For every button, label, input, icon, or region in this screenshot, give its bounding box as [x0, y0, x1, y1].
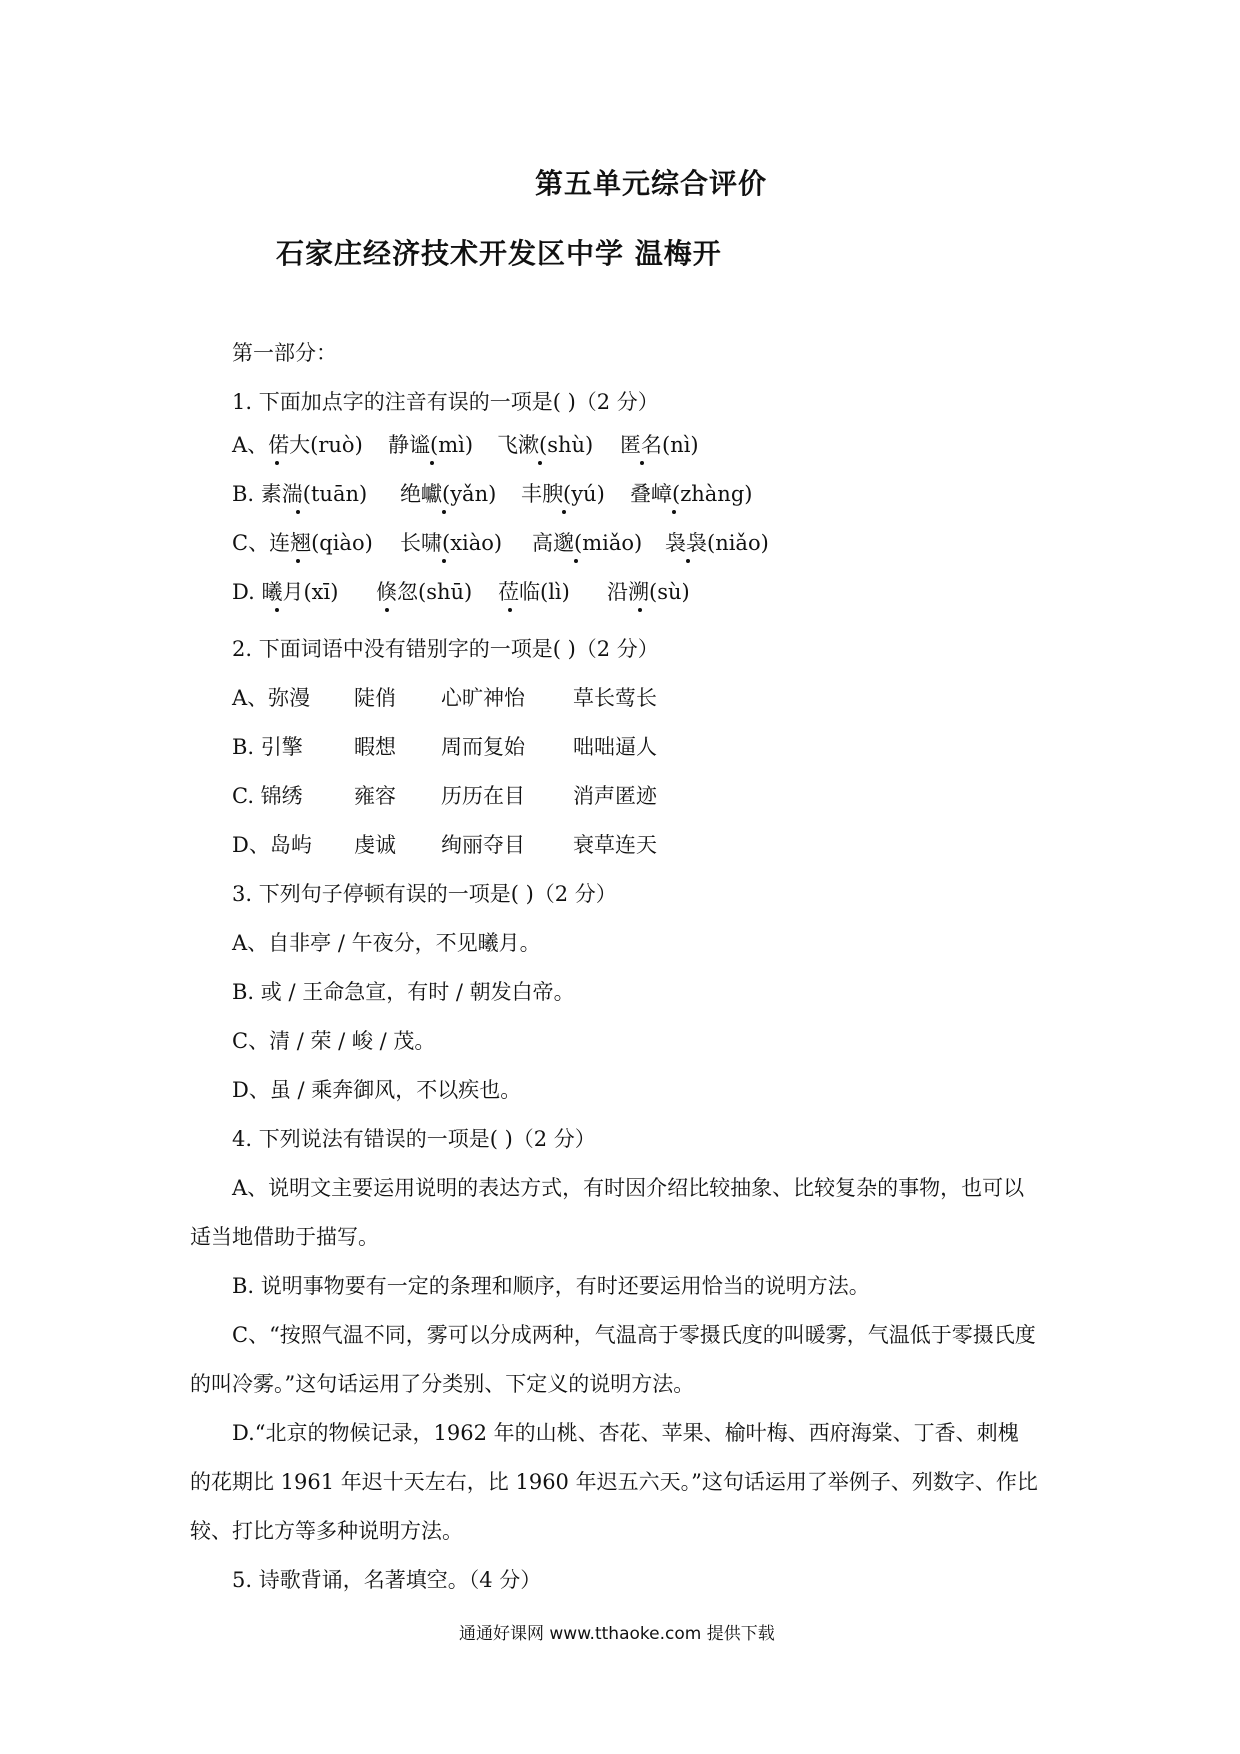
page-title: 第五单元综合评价 — [535, 167, 768, 200]
q3-option-c: C、清 / 荣 / 峻 / 茂。 — [232, 1029, 436, 1053]
q2-stem: 2. 下面词语中没有错别字的一项是( )（2 分） — [232, 637, 659, 661]
q1-option-b-4: 叠嶂(zhàng) — [630, 482, 753, 506]
q1-option-c-3: 高邈(miǎo) — [532, 531, 643, 555]
emphasis-dot — [430, 461, 434, 465]
q2-option-c-3: 历历在目 — [441, 784, 525, 808]
q2-option-b-1: B. 引擎 — [232, 735, 303, 759]
q1-option-d-3: 莅临(lì) — [498, 580, 570, 604]
q1-option-a-1: A、偌大(ruò) — [232, 433, 363, 457]
q1-option-d-4: 沿溯(sù) — [607, 580, 690, 604]
emphasis-dot — [385, 608, 389, 612]
emphasis-dot — [574, 559, 578, 563]
q2-option-b-2: 暇想 — [354, 735, 396, 759]
q4-option-b: B. 说明事物要有一定的条理和顺序，有时还要运用恰当的说明方法。 — [232, 1274, 870, 1298]
q2-option-a-4: 草长莺长 — [573, 686, 657, 710]
q2-option-d-3: 绚丽夺目 — [441, 833, 525, 857]
emphasis-dot — [275, 608, 279, 612]
q1-option-c-1: C、连翘(qiào) — [232, 531, 373, 555]
emphasis-dot — [686, 559, 690, 563]
q1-option-a-4: 匿名(nì) — [620, 433, 699, 457]
q5-stem: 5. 诗歌背诵，名著填空。（4 分） — [232, 1568, 542, 1592]
q2-option-d-1: D、岛屿 — [232, 833, 312, 857]
q4-stem: 4. 下列说法有错误的一项是( )（2 分） — [232, 1127, 596, 1151]
q3-option-a: A、自非亭 / 午夜分，不见曦月。 — [232, 931, 541, 955]
q2-option-c-1: C. 锦绣 — [232, 784, 303, 808]
emphasis-dot — [296, 510, 300, 514]
q4-option-c-line1: C、“按照气温不同，雾可以分成两种，气温高于零摄氏度的叫暖雾，气温低于零摄氏度 — [232, 1323, 1036, 1347]
q2-option-a-2: 陡俏 — [354, 686, 396, 710]
q1-stem: 1. 下面加点字的注音有误的一项是( )（2 分） — [232, 390, 659, 414]
q1-option-b-3: 丰腴(yú) — [521, 482, 605, 506]
q4-option-d-line2: 的花期比 1961 年迟十天左右，比 1960 年迟五六天。”这句话运用了举例子、列数字、作比 — [190, 1470, 1038, 1494]
q4-option-c-line2: 的叫冷雾。”这句话运用了分类别、下定义的说明方法。 — [190, 1372, 695, 1396]
q4-option-d-line1: D.“北京的物候记录，1962 年的山桃、杏花、苹果、榆叶梅、西府海棠、丁香、刺槐 — [232, 1421, 1019, 1445]
emphasis-dot — [672, 510, 676, 514]
emphasis-dot — [562, 510, 566, 514]
page-subtitle: 石家庄经济技术开发区中学 温梅开 — [276, 237, 722, 270]
q3-stem: 3. 下列句子停顿有误的一项是( )（2 分） — [232, 882, 617, 906]
section-heading: 第一部分： — [232, 341, 337, 365]
q1-option-a-3: 飞漱(shù) — [497, 433, 594, 457]
q3-option-d: D、虽 / 乘奔御风，不以疾也。 — [232, 1078, 522, 1102]
emphasis-dot — [275, 461, 279, 465]
q1-option-b-2: 绝巘(yǎn) — [400, 482, 497, 506]
q1-option-c-2: 长啸(xiào) — [400, 531, 503, 555]
q2-option-c-2: 雍容 — [354, 784, 396, 808]
q4-option-a-line1: A、说明文主要运用说明的表达方式，有时因介绍比较抽象、比较复杂的事物，也可以 — [232, 1176, 1025, 1200]
emphasis-dot — [638, 608, 642, 612]
q2-option-d-4: 衰草连天 — [573, 833, 657, 857]
emphasis-dot — [296, 559, 300, 563]
emphasis-dot — [442, 510, 446, 514]
emphasis-dot — [508, 608, 512, 612]
q2-option-b-3: 周而复始 — [441, 735, 525, 759]
q4-option-a-line2: 适当地借助于描写。 — [190, 1225, 379, 1249]
q1-option-a-2: 静谧(mì) — [388, 433, 474, 457]
emphasis-dot — [442, 559, 446, 563]
q1-option-c-4: 袅袅(niǎo) — [665, 531, 769, 555]
emphasis-dot — [538, 461, 542, 465]
q4-option-d-line3: 较、打比方等多种说明方法。 — [190, 1519, 463, 1543]
q2-option-c-4: 消声匿迹 — [573, 784, 657, 808]
q2-option-a-3: 心旷神怡 — [441, 686, 525, 710]
q1-option-b-1: B. 素湍(tuān) — [232, 482, 368, 506]
q1-option-d-1: D. 曦月(xī) — [232, 580, 339, 604]
q3-option-b: B. 或 / 王命急宣，有时 / 朝发白帝。 — [232, 980, 575, 1004]
q2-option-d-2: 虔诚 — [354, 833, 396, 857]
q2-option-b-4: 咄咄逼人 — [573, 735, 657, 759]
page-footer: 通通好课网 www.tthaoke.com 提供下载 — [459, 1624, 775, 1644]
q1-option-d-2: 倏忽(shū) — [376, 580, 473, 604]
q2-option-a-1: A、弥漫 — [232, 686, 311, 710]
emphasis-dot — [640, 461, 644, 465]
